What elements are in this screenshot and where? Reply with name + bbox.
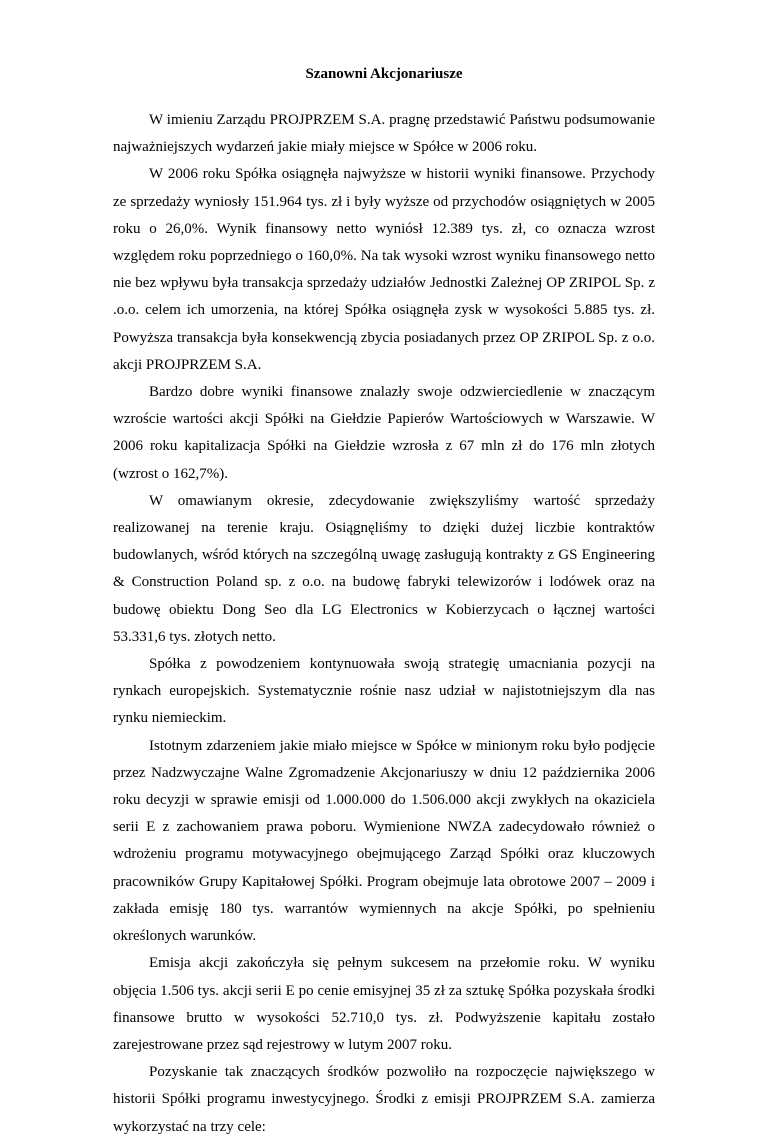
paragraph-financial-results: W 2006 roku Spółka osiągnęła najwyższe w historii wyniki finansowe. Przychody ze sprzedaży wyniosły 151.964 tys. zł i były wyższe od przychodów osiągniętych w 2005 roku o 26,0%. Wynik finansowy netto wyniósł 12.389 tys. zł, co oznacza wzrost względem roku poprzedniego o 160,0%. Na tak wysoki wzrost wyniku finansowego netto nie bez wpływu była transakcja sprzedaży udziałów Jednostki Zależnej OP ZRIPOL Sp. z .o.o. celem ich umorzenia, na której Spółka osiągnęła zysk w wysokości 5.885 tys. zł. Powyższa transakcja była konsekwencją zbycia posiadanych przez OP ZRIPOL Sp. z o.o. akcji PROJPRZEM S.A. bbox=[113, 166, 655, 373]
paragraph-share-issue-decision: Istotnym zdarzeniem jakie miało miejsce w Spółce w minionym roku było podjęcie przez Nadzwyczajne Walne Zgromadzenie Akcjonariuszy w dniu 12 października 2006 roku decyzji w sprawie emisji od 1.000.000 do 1.506.000 akcji zwykłych na okaziciela serii E z zachowaniem prawa poboru. Wymienione NWZA zadecydowało również o wdrożeniu programu motywacyjnego obejmującego Zarząd Spółki oraz kluczowych pracowników Grupy Kapitałowej Spółki. Program obejmuje lata obrotowe 2007 – 2009 i zakłada emisję 180 tys. warrantów wymiennych na akcje Spółki, po spełnieniu określonych warunków. bbox=[113, 737, 655, 945]
paragraph-stock-value: Bardzo dobre wyniki finansowe znalazły swoje odzwierciedlenie w znaczącym wzroście wartości akcji Spółki na Giełdzie Papierów Wartościowych w Warszawie. W 2006 roku kapitalizacja Spółki na Giełdzie wzrosła z 67 mln zł do 176 mln złotych (wzrost o 162,7%). bbox=[113, 384, 655, 482]
paragraph-european-markets: Spółka z powodzeniem kontynuowała swoją strategię umacniania pozycji na rynkach europejskich. Systematycznie rośnie nasz udział w najistotniejszym dla nas rynku niemieckim. bbox=[113, 656, 655, 727]
page-title: Szanowni Akcjonariusze bbox=[305, 66, 463, 82]
document-body bbox=[113, 107, 655, 1141]
paragraph-share-issue-result: Emisja akcji zakończyła się pełnym sukcesem na przełomie roku. W wyniku objęcia 1.506 tys. akcji serii E po cenie emisyjnej 35 zł za sztukę Spółka pozyskała środki finansowe brutto w wysokości 52.710,0 tys. zł. Podwyższenie kapitału zostało zarejestrowane przez sąd rejestrowy w lutym 2007 roku. bbox=[113, 955, 655, 1053]
paragraph-intro: W imieniu Zarządu PROJPRZEM S.A. pragnę przedstawić Państwu podsumowanie najważniejszych wydarzeń jakie miały miejsce w Spółce w 2006 roku. bbox=[113, 112, 655, 156]
paragraph-investment-program: Pozyskanie tak znaczących środków pozwoliło na rozpoczęcie największego w historii Spółki programu inwestycyjnego. Środki z emisji PROJPRZEM S.A. zamierza wykorzystać na trzy cele: bbox=[113, 1064, 655, 1135]
paragraph-domestic-sales: W omawianym okresie, zdecydowanie zwiększyliśmy wartość sprzedaży realizowanej na terenie kraju. Osiągnęliśmy to dzięki dużej liczbie kontraktów budowlanych, wśród których na szczególną uwagę zasługują kontrakty z GS Engineering & Construction Poland sp. z o.o. na budowę fabryki telewizorów i lodówek oraz na budowę obiektu Dong Seo dla LG Electronics w Kobierzycach o łącznej wartości 53.331,6 tys. złotych netto. bbox=[113, 492, 655, 645]
